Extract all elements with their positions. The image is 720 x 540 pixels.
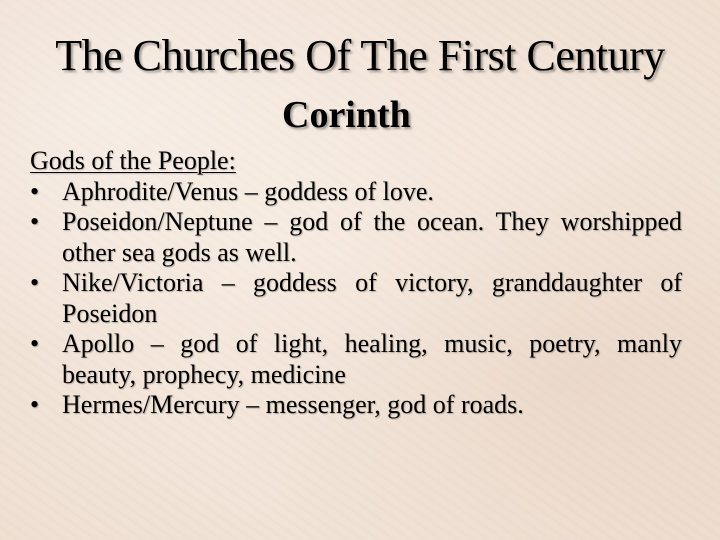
gods-list — [30, 177, 682, 421]
bullet-icon: • — [30, 390, 40, 419]
list-item — [30, 207, 682, 268]
section-heading: Gods of the People: — [30, 146, 236, 175]
list-item — [30, 329, 682, 390]
list-item-text: Nike/Victoria – goddess of victory, granddaughter of Poseidon — [62, 268, 682, 328]
slide-subtitle: Corinth — [282, 94, 411, 136]
list-item-text: Poseidon/Neptune – god of the ocean. They worshipped other sea gods as well. — [62, 207, 682, 267]
list-item-text: Hermes/Mercury – messenger, god of roads. — [62, 390, 524, 419]
bullet-icon: • — [30, 207, 40, 236]
list-item-text: Apollo – god of light, healing, music, poetry, manly beauty, prophecy, medicine — [62, 329, 682, 389]
bullet-icon: • — [30, 176, 40, 206]
list-item — [30, 177, 682, 208]
list-item — [30, 390, 682, 421]
slide-body — [30, 146, 682, 421]
list-item-text: Aphrodite/Venus – goddess of love. — [62, 176, 434, 206]
list-item — [30, 268, 682, 329]
bullet-icon: • — [30, 268, 40, 297]
bullet-icon: • — [30, 329, 40, 358]
slide-title: The Churches Of The First Century — [55, 31, 665, 80]
